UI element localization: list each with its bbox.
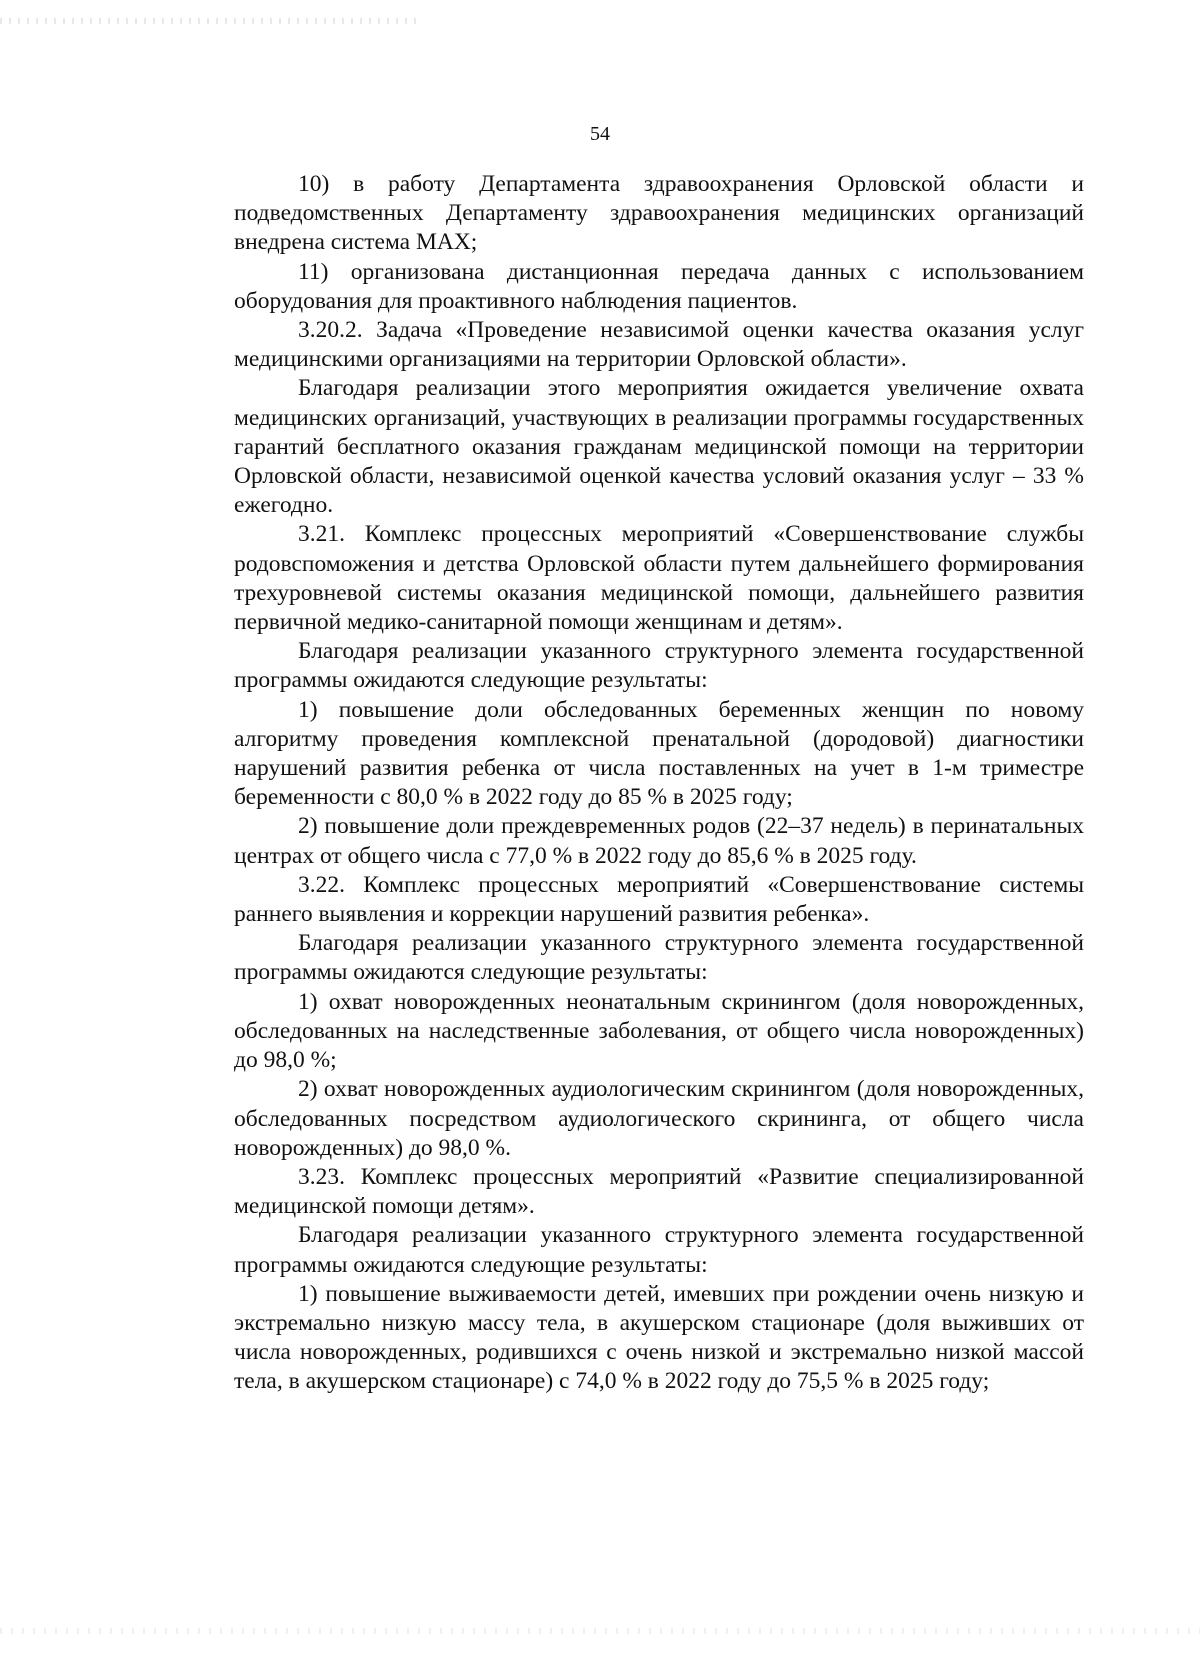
paragraph: 11) организована дистанционная передача данных с использованием оборудования для проактивного наблюдения пациентов. [234,258,1084,314]
paragraph: 1) повышение доли обследованных беременных женщин по новому алгоритму проведения комплексной пренатальной (дородовой) диагностики нарушений развития ребенка от числа поставленных на учет в 1-м триместре беременности с 80,0 % в 2022 году до 85 % в 2025 году; [234,696,1084,811]
paragraph: 3.21. Комплекс процессных мероприятий «Совершенствование службы родовспоможения и детства Орловской области путем дальнейшего формирования трехуровневой системы оказания медицинской помощи, дальнейшего развития первичной медико-санитарной помощи женщинам и детям». [234,521,1084,636]
document-body [234,170,1084,1397]
paragraph: Благодаря реализации указанного структурного элемента государственной программы ожидаются следующие результаты: [234,930,1084,986]
page-number: 54 [590,123,610,145]
scan-noise-bottom [0,1628,1200,1634]
paragraph: 2) охват новорожденных аудиологическим скринингом (доля новорожденных, обследованных посредством аудиологического скрининга, от общего числа новорожденных) до 98,0 %. [234,1076,1084,1161]
paragraph: 10) в работу Департамента здравоохранения Орловской области и подведомственных Департаменту здравоохранения медицинских организаций внедрена система МАХ; [234,171,1084,256]
paragraph: 3.23. Комплекс процессных мероприятий «Развитие специализированной медицинской помощи детям». [234,1163,1084,1220]
paragraph: 3.20.2. Задача «Проведение независимой оценки качества оказания услуг медицинскими организациями на территории Орловской области». [234,317,1084,373]
paragraph: 1) повышение выживаемости детей, имевших при рождении очень низкую и экстремально низкую массу тела, в акушерском стационаре (доля выживших от числа новорожденных, родившихся с очень низкой и экстремально низкой массой тела, в акушерском стационаре) с 74,0 % в 2022 году до 75,5 % в 2025 году; [234,1280,1084,1395]
paragraph: Благодаря реализации указанного структурного элемента государственной программы ожидаются следующие результаты: [234,1222,1084,1278]
paragraph: 1) охват новорожденных неонатальным скринингом (доля новорожденных, обследованных на наследственные заболевания, от общего числа новорожденных) до 98,0 %; [234,988,1084,1074]
paragraph: 3.22. Комплекс процессных мероприятий «Совершенствование системы раннего выявления и коррекции нарушений развития ребенка». [234,871,1084,928]
paragraph: Благодаря реализации указанного структурного элемента государственной программы ожидаются следующие результаты: [234,638,1084,694]
paragraph: 2) повышение доли преждевременных родов (22–37 недель) в перинатальных центрах от общего числа с 77,0 % в 2022 году до 85,6 % в 2025 году. [234,813,1084,869]
paragraph: Благодаря реализации этого мероприятия ожидается увеличение охвата медицинских организаций, участвующих в реализации программы государственных гарантий бесплатного оказания гражданам медицинской помощи на территории Орловской области, независимой оценкой качества условий оказания услуг – 33 % ежегодно. [234,375,1084,519]
scan-noise-top [0,18,420,24]
